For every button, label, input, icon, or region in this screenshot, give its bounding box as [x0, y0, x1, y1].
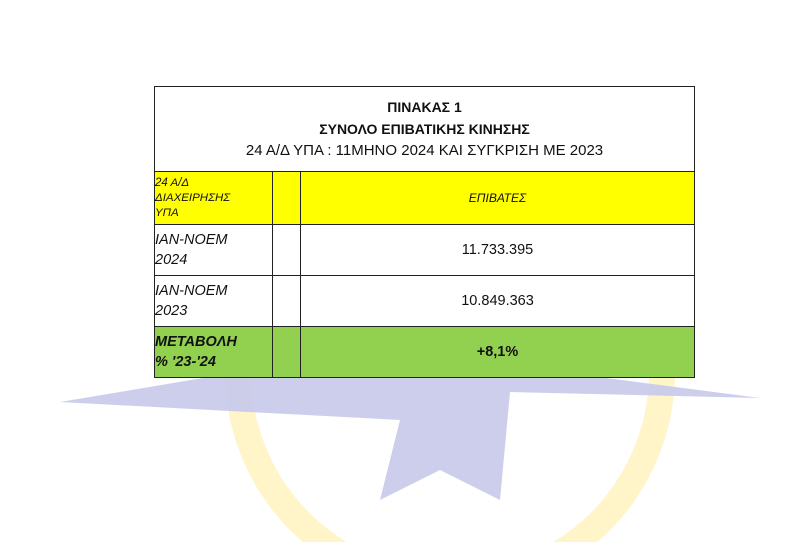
table-title-block	[155, 87, 695, 172]
row-label-line2: 2024	[155, 252, 188, 268]
header-spacer-cell	[273, 172, 301, 225]
header-label-line1: 24 Α/Δ	[155, 176, 190, 189]
row-spacer-cell	[273, 276, 301, 327]
table-row	[155, 276, 695, 327]
table-row	[155, 225, 695, 276]
row-label-line2: 2023	[155, 303, 188, 319]
change-spacer-cell	[273, 327, 301, 378]
table-title: ΠΙΝΑΚΑΣ 1	[387, 99, 462, 115]
header-label-line3: ΥΠΑ	[155, 206, 179, 219]
row-value-cell: 11.733.395	[301, 225, 695, 276]
table-caption: 24 Α/Δ ΥΠΑ : 11ΜΗΝΟ 2024 ΚΑΙ ΣΥΓΚΡΙΣΗ ΜΕ 2023	[245, 142, 604, 159]
header-label-line2: ΔΙΑΧΕΙΡΗΣΗΣ	[155, 191, 231, 204]
change-row	[155, 327, 695, 378]
change-label-cell	[155, 327, 273, 378]
row-label-cell	[155, 225, 273, 276]
header-label-cell	[155, 172, 273, 225]
change-value-cell: +8,1%	[301, 327, 695, 378]
table-header-row	[155, 172, 695, 225]
passenger-traffic-table	[154, 86, 695, 378]
row-value-cell: 10.849.363	[301, 276, 695, 327]
row-label-line1: ΙΑΝ-ΝΟΕΜ	[155, 232, 228, 248]
change-label-line1: ΜΕΤΑΒΟΛΗ	[155, 334, 237, 350]
header-value-cell: ΕΠΙΒΑΤΕΣ	[301, 172, 695, 225]
row-spacer-cell	[273, 225, 301, 276]
table-subtitle: ΣΥΝΟΛΟ ΕΠΙΒΑΤΙΚΗΣ ΚΙΝΗΣΗΣ	[319, 121, 530, 137]
row-label-cell	[155, 276, 273, 327]
change-label-line2: % '23-'24	[155, 354, 216, 370]
row-label-line1: ΙΑΝ-ΝΟΕΜ	[155, 283, 228, 299]
